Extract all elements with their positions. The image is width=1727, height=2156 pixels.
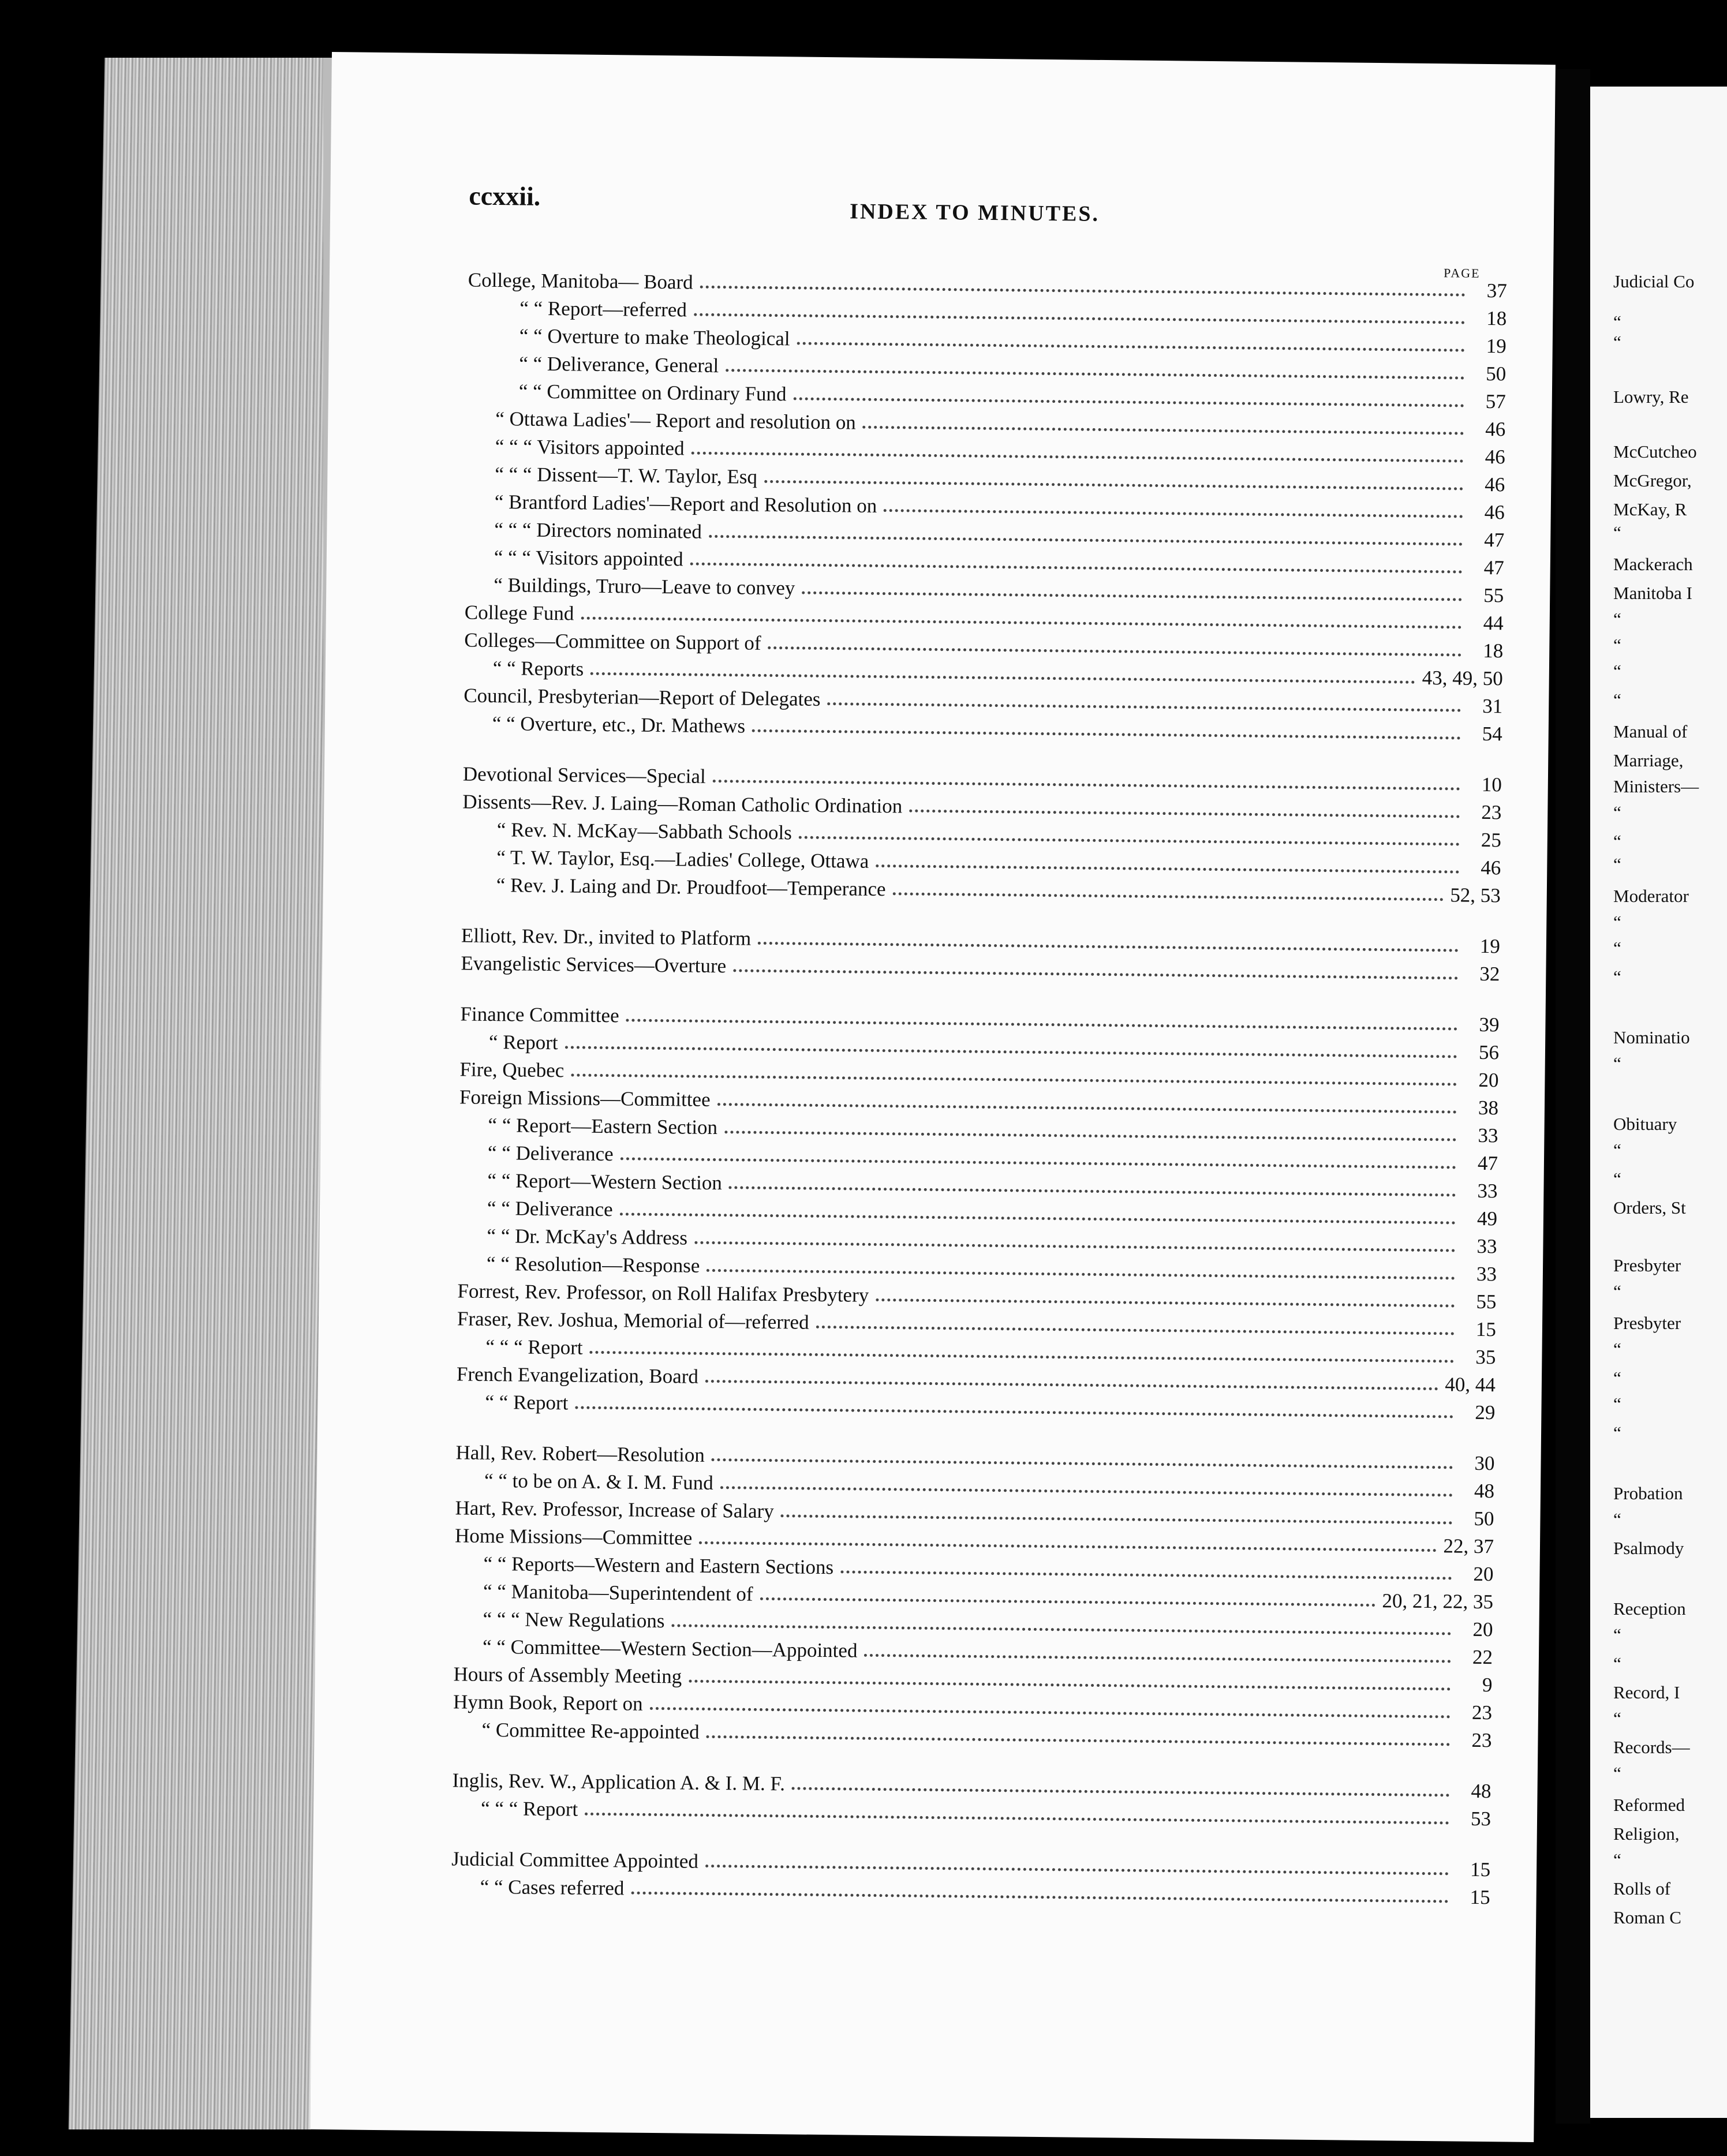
dot-leader [752,729,1461,740]
dot-leader [709,535,1463,546]
entry-page-number: 48 [1471,1779,1491,1803]
dot-leader [706,1735,1451,1746]
dot-leader [884,509,1463,518]
entry-text: “ “ Deliverance, General [519,352,719,377]
entry-page-number: 50 [1474,1507,1494,1530]
facing-page-text: Judicial Co [1613,271,1695,291]
entry-page-number: 9 [1482,1674,1493,1697]
dot-leader [802,592,1462,601]
entry-text: “ “ Report—Eastern Section [488,1113,718,1139]
entry-page-number: 37 [1486,279,1507,302]
entry-text: Hall, Rev. Robert—Resolution [455,1441,705,1466]
dot-leader [724,1131,1456,1141]
entry-page-number: 46 [1485,473,1505,496]
facing-page-text: “ [1613,802,1621,822]
entry-text: Home Missions—Committee [454,1524,693,1549]
entry-text: “ “ “ Report [480,1796,578,1821]
dot-leader [793,397,1464,407]
entry-page-number: 32 [1479,962,1500,986]
entry-page-number: 15 [1470,1885,1490,1909]
facing-page-text: Presbyter [1613,1255,1681,1275]
book-page-edges [69,58,347,2129]
dot-leader [799,836,1460,846]
facing-page-text: “ [1613,690,1621,710]
entry-page-number: 53 [1470,1807,1491,1831]
entry-text: Fraser, Rev. Joshua, Memorial of—referred [457,1307,809,1334]
facing-page-text: “ [1613,635,1621,655]
entry-page-number: 50 [1486,362,1507,385]
dot-leader [726,369,1464,379]
entry-text: “ “ Report—referred [519,297,687,321]
facing-page-text: “ [1613,1850,1621,1870]
entry-page-number: 29 [1475,1401,1496,1424]
entry-page-number: 18 [1483,639,1504,662]
facing-page-text: “ [1613,1368,1621,1388]
facing-page-text: “ [1613,609,1621,629]
facing-page-text: Religion, [1613,1824,1680,1844]
entry-page-number: 40, 44 [1445,1373,1496,1397]
dot-leader [863,426,1464,435]
facing-page-text: “ [1613,854,1621,874]
entry-page-number: 25 [1481,828,1502,852]
entry-text: Evangelistic Services—Overture [461,952,727,978]
facing-page-text: “ [1613,661,1621,681]
entry-text: “ Rev. N. McKay—Sabbath Schools [496,818,793,844]
dot-leader [797,342,1464,351]
entry-page-number: 20 [1472,1618,1493,1641]
entry-page-number: 15 [1470,1858,1491,1881]
facing-page-text: “ [1613,1625,1621,1645]
facing-page-text: Ministers— [1613,776,1699,796]
entry-text: Hours of Assembly Meeting [453,1663,682,1688]
page-folio: ccxxii. [469,181,541,211]
entry-page-number: 43, 49, 50 [1422,666,1503,690]
facing-page-text: “ [1613,1053,1621,1073]
facing-page-text: Record, I [1613,1682,1680,1702]
entry-page-number: 56 [1478,1040,1500,1064]
entry-page-number: 10 [1481,773,1502,796]
dot-leader [713,780,1460,791]
entry-page-number: 33 [1478,1124,1498,1147]
entry-page-number: 55 [1483,583,1504,607]
facing-page-text: Probation [1613,1483,1683,1503]
entry-page-number: 23 [1471,1701,1493,1724]
entry-text: Hymn Book, Report on [453,1690,643,1715]
entry-page-number: 48 [1474,1479,1495,1503]
dot-leader [892,892,1443,901]
entry-text: Dissents—Rev. J. Laing—Roman Catholic Ordination [462,790,903,818]
entry-text: Inglis, Rev. W., Application A. & I. M. F. [452,1769,786,1795]
dot-leader [764,480,1463,491]
facing-page-text: Presbyter [1613,1313,1681,1333]
entry-page-number: 46 [1481,856,1501,879]
entry-text: “ “ Dr. McKay's Address [487,1224,688,1249]
facing-page-text: Lowry, Re [1613,387,1689,407]
facing-page-text: Nominatio [1613,1027,1690,1047]
book-spine [1556,69,1590,2124]
entry-text: Judicial Committee Appointed [451,1847,699,1873]
entry-text: Foreign Missions—Committee [459,1086,711,1111]
dot-leader [729,1186,1456,1196]
dot-leader [760,1597,1375,1607]
entry-text: Elliott, Rev. Dr., invited to Platform [461,924,752,950]
dot-leader [816,1326,1454,1335]
entry-text: Fire, Quebec [459,1058,565,1082]
facing-page-text: “ [1613,912,1621,932]
entry-text: “ “ Manitoba—Superintendent of [483,1579,753,1605]
entry-page-number: 55 [1476,1290,1497,1313]
entry-page-number: 47 [1483,556,1504,579]
dot-leader [585,1813,1449,1825]
facing-page-text: “ [1613,312,1621,332]
facing-page-text: “ [1613,1763,1621,1783]
entry-page-number: 38 [1478,1096,1499,1120]
entry-page-number: 33 [1476,1262,1497,1286]
facing-page-text: Rolls of [1613,1878,1671,1899]
facing-page-text: “ [1613,332,1621,352]
dot-leader [733,969,1458,979]
dot-leader [694,1241,1455,1252]
dot-leader [758,942,1459,952]
facing-page-fragment [1590,87,1727,2118]
dot-leader [575,1406,1453,1418]
entry-page-number: 47 [1477,1151,1498,1175]
facing-page-text: “ [1613,967,1621,987]
facing-page-text: “ [1613,1509,1621,1529]
entry-page-number: 33 [1477,1179,1498,1203]
facing-page-text: “ [1613,1423,1621,1443]
entry-text: French Evangelization, Board [456,1363,699,1388]
entry-page-number: 19 [1479,934,1501,958]
facing-page-text: McKay, R [1613,499,1687,519]
entry-text: Devotional Services—Special [462,762,706,788]
facing-page-text: Reformed [1613,1795,1685,1815]
dot-leader [792,1787,1450,1797]
facing-page-text: Reception [1613,1599,1686,1619]
entry-page-number: 46 [1485,445,1505,469]
entry-text: “ “ “ New Regulations [483,1607,665,1633]
entry-page-number: 23 [1481,800,1502,824]
facing-page-text: “ [1613,1169,1621,1189]
entry-page-number: 46 [1485,417,1506,441]
entry-text: Colleges—Committee on Support of [464,628,761,654]
entry-text: “ “ Overture, etc., Dr. Mathews [492,712,746,738]
facing-page-text: McCutcheo [1613,441,1697,462]
facing-page-text: Obituary [1613,1114,1677,1134]
dot-leader [689,1680,1451,1691]
entry-text: “ “ Reports—Western and Eastern Sections [483,1552,834,1579]
dot-leader [827,702,1461,712]
entry-text: “ “ “ Visitors appointed [495,435,685,460]
entry-page-number: 31 [1482,694,1503,718]
entry-text: “ “ to be on A. & I. M. Fund [484,1469,713,1495]
index-page [310,52,1556,2142]
entry-text: Finance Committee [460,1002,619,1027]
dot-leader [712,1458,1453,1469]
entry-text: “ “ “ Report [485,1335,583,1359]
dot-leader [864,1654,1451,1663]
entry-page-number: 20 [1478,1068,1499,1092]
entry-text: “ Report [488,1030,558,1054]
facing-page-text: Manual of [1613,721,1688,742]
facing-page-text: “ [1613,1339,1621,1359]
facing-page-text: “ [1613,831,1621,851]
entry-text: “ “ Deliverance [487,1141,614,1166]
dot-leader [631,1892,1448,1903]
entry-text: “ “ Reports [492,656,584,680]
dot-leader [717,1103,1457,1113]
entry-text: Hart, Rev. Professor, Increase of Salary [455,1496,775,1523]
entry-text: “ “ Cases referred [480,1875,625,1900]
facing-page-text: Manitoba I [1613,583,1692,603]
entry-text: “ “ Report—Western Section [487,1169,723,1195]
entry-page-number: 19 [1486,334,1507,358]
entry-text: “ “ “ Directors nominated [494,518,702,543]
dot-leader [781,1514,1453,1524]
dot-leader [699,1541,1436,1552]
facing-page-text: Orders, St [1613,1197,1686,1218]
entry-text: “ Brantford Ladies'—Report and Resolution on [494,490,877,517]
entry-page-number: 39 [1479,1013,1500,1036]
entry-text: College, Manitoba— Board [468,268,693,294]
entry-page-number: 22 [1472,1645,1493,1669]
entry-page-number: 20 [1473,1562,1494,1586]
entry-text: “ “ Report [485,1390,569,1414]
facing-page-text: “ [1613,522,1621,542]
facing-page-text: “ [1613,1708,1621,1728]
facing-page-text: “ [1613,1394,1621,1414]
entry-text: “ Rev. J. Laing and Dr. Proudfoot—Temperance [496,874,886,901]
facing-page-text: Roman C [1613,1907,1681,1927]
entry-page-number: 46 [1484,500,1505,524]
dot-leader [876,864,1459,874]
facing-page-text: McGregor, [1613,470,1692,491]
facing-page-text: Mackerach [1613,554,1693,574]
entry-text: “ “ Overture to make Theological [519,324,790,350]
entry-page-number: 49 [1476,1207,1498,1230]
entry-page-number: 18 [1486,306,1507,330]
facing-page-text: “ [1613,1281,1621,1301]
entry-text: Council, Presbyterian—Report of Delegates [463,684,821,710]
dot-leader [705,1865,1449,1875]
dot-leader [700,286,1466,297]
entry-text: “ “ Committee on Ordinary Fund [518,380,787,406]
facing-page-text: Moderator [1613,886,1689,906]
facing-page-text: Records— [1613,1737,1690,1757]
dot-leader [720,1486,1453,1496]
entry-text: Forrest, Rev. Professor, on Roll Halifax Presbytery [457,1279,869,1307]
page-column-label: PAGE [1443,265,1481,280]
entry-page-number: 54 [1482,722,1502,746]
entry-page-number: 23 [1471,1728,1492,1752]
entry-page-number: 33 [1476,1234,1497,1258]
facing-page-text: “ [1613,1653,1621,1674]
entry-text: “ T. W. Taylor, Esq.—Ladies' College, Ottawa [496,846,869,873]
dot-leader [909,810,1460,818]
entry-page-number: 30 [1474,1451,1495,1475]
facing-page-text: Psalmody [1613,1538,1684,1558]
entry-page-number: 57 [1485,390,1506,413]
entry-text: “ Buildings, Truro—Leave to convey [494,573,795,600]
entry-page-number: 20, 21, 22, 35 [1382,1589,1494,1614]
entry-text: “ Committee Re-appointed [481,1718,700,1743]
dot-leader [840,1570,1452,1579]
entry-page-number: 44 [1483,611,1504,635]
entry-text: “ “ “ Visitors appointed [494,545,683,571]
dot-leader [876,1298,1455,1308]
facing-page-text: “ [1613,1140,1621,1160]
entry-text: “ Ottawa Ladies'— Report and resolution on [495,407,857,434]
entry-page-number: 52, 53 [1450,884,1501,907]
entry-page-number: 47 [1484,528,1505,552]
facing-page-text: Marriage, [1613,750,1684,770]
dot-leader [705,1380,1438,1390]
entry-text: “ “ Committee—Western Section—Appointed [482,1635,858,1662]
facing-page-text: “ [1613,938,1621,958]
entry-text: “ “ Deliverance [487,1196,613,1221]
entry-text: “ “ Resolution—Response [486,1252,700,1277]
entry-page-number: 22, 37 [1443,1534,1494,1558]
dot-leader [768,646,1461,657]
entry-page-number: 15 [1475,1317,1497,1341]
index-entries [451,264,1508,1909]
entry-text: “ “ “ Dissent—T. W. Taylor, Esq [495,462,758,488]
entry-page-number: 35 [1475,1345,1496,1369]
entry-text: College Fund [464,601,574,625]
dot-leader [706,1269,1455,1280]
page-title: INDEX TO MINUTES. [849,199,1100,226]
